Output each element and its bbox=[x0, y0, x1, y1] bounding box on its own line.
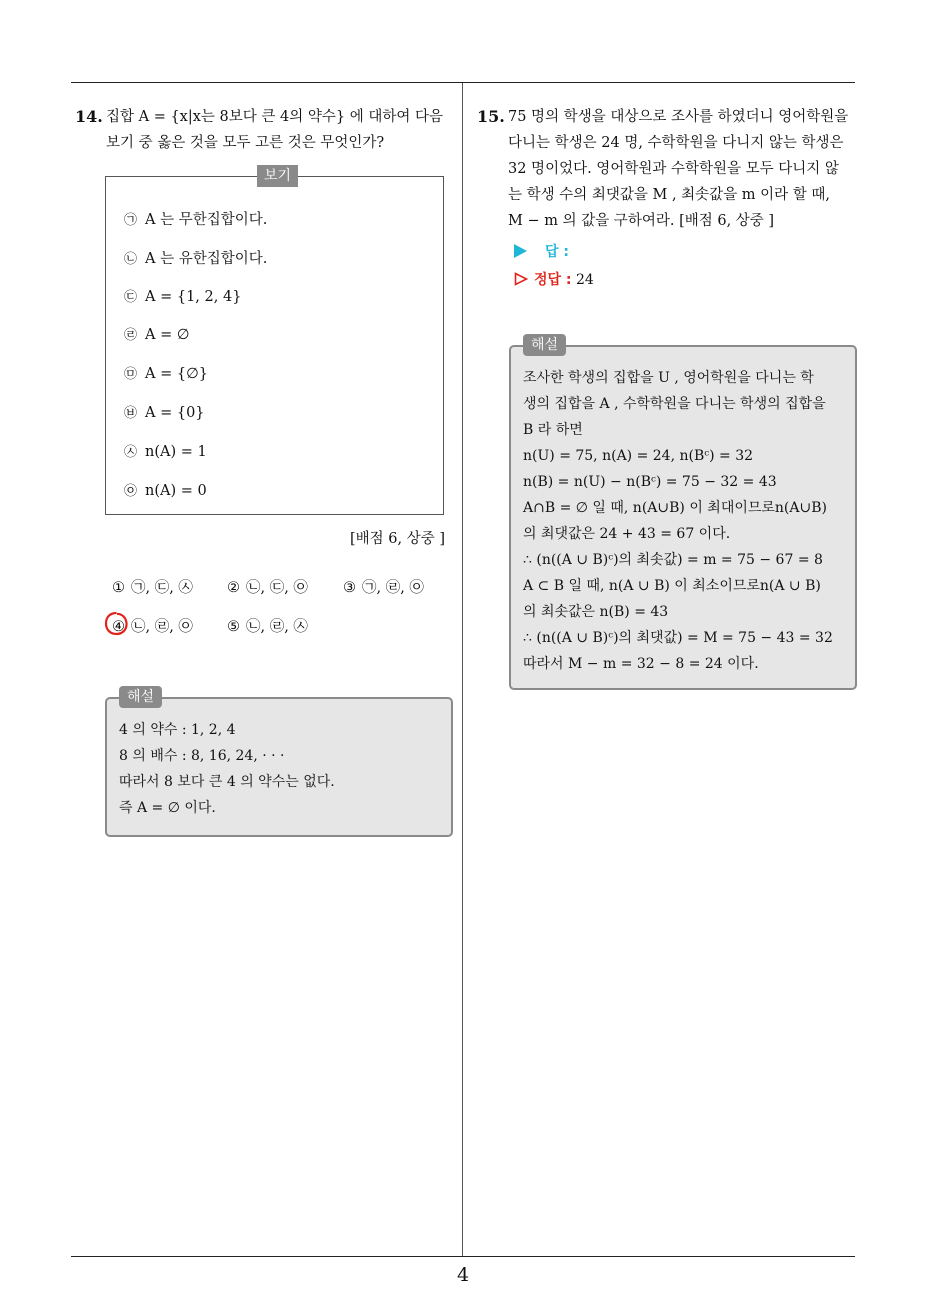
question-14 bbox=[75, 104, 455, 156]
bogi-item: ㉤ A = {∅} bbox=[124, 366, 208, 382]
bogi-item: ㉣ A = ∅ bbox=[124, 327, 190, 343]
solution-line: 의 최솟값은 n(B) = 43 bbox=[523, 604, 669, 620]
question-line: 다니는 학생은 24 명, 수학학원을 다니지 않는 학생은 bbox=[508, 135, 844, 151]
answer-label: 답 : bbox=[545, 244, 569, 260]
question-number: 15. bbox=[477, 107, 505, 126]
answer-row bbox=[514, 241, 569, 261]
solution-line: 조사한 학생의 집합을 U , 영어학원을 다니는 학 bbox=[523, 370, 814, 386]
solution-line: 따라서 8 보다 큰 4 의 약수는 없다. bbox=[119, 774, 335, 790]
solution-line: A∩B = ∅ 일 때, n(A∪B) 이 최대이므로n(A∪B) bbox=[523, 500, 827, 516]
choice-3[interactable]: ③ ㉠, ㉣, ㉧ bbox=[343, 580, 424, 596]
solution-line: 즉 A = ∅ 이다. bbox=[119, 800, 216, 816]
selected-answer-circle-icon bbox=[104, 611, 129, 636]
filled-triangle-icon bbox=[514, 244, 527, 258]
solution-box-15 bbox=[509, 337, 857, 690]
bogi-item: ㉥ A = {0} bbox=[124, 405, 205, 421]
bogi-box bbox=[105, 168, 444, 515]
correct-answer-row bbox=[514, 269, 594, 289]
solution-body bbox=[119, 717, 335, 821]
question-line: M − m 의 값을 구하여라. [배점 6, 상중 ] bbox=[508, 213, 775, 229]
question-line: 75 명의 학생을 대상으로 조사를 하였더니 영어학원을 bbox=[508, 109, 849, 125]
solution-body bbox=[523, 365, 833, 677]
correct-answer-label: 정답 : bbox=[534, 272, 572, 288]
bogi-item: ㉧ n(A) = 0 bbox=[124, 483, 207, 499]
score-label: [배점 6, 상중 ] bbox=[679, 213, 775, 229]
bogi-item: ㉡ A 는 유한집합이다. bbox=[124, 251, 268, 267]
question-number: 14. bbox=[75, 107, 103, 126]
question-line: 32 명이었다. 영어학원과 수학학원을 모두 다니지 않 bbox=[508, 161, 839, 177]
question-line: 집합 A = {x|x는 8보다 큰 4의 약수} 에 대하여 다음 bbox=[106, 109, 443, 125]
question-text bbox=[75, 104, 455, 156]
bogi-item: ㉢ A = {1, 2, 4} bbox=[124, 289, 242, 305]
solution-line: 따라서 M − m = 32 − 8 = 24 이다. bbox=[523, 656, 759, 672]
solution-line: ∴ (n((A ∪ B)ᶜ)의 최댓값) = M = 75 − 43 = 32 bbox=[523, 630, 833, 646]
solution-box-14 bbox=[105, 689, 453, 837]
question-line: 보기 중 옳은 것을 모두 고른 것은 무엇인가? bbox=[106, 135, 385, 151]
question-15 bbox=[477, 104, 861, 234]
page-number: 4 bbox=[456, 1264, 470, 1286]
top-rule bbox=[71, 82, 855, 83]
column-divider bbox=[462, 83, 463, 1256]
bogi-item: ㉠ A 는 무한집합이다. bbox=[124, 212, 268, 228]
score-label: [배점 6, 상중 ] bbox=[350, 531, 446, 547]
bogi-item: ㉦ n(A) = 1 bbox=[124, 444, 207, 460]
correct-answer-value: 24 bbox=[575, 272, 594, 288]
solution-line: ∴ (n((A ∪ B)ᶜ)의 최솟값) = m = 75 − 67 = 8 bbox=[523, 552, 823, 568]
solution-line: n(B) = n(U) − n(Bᶜ) = 75 − 32 = 43 bbox=[523, 474, 777, 490]
choice-5[interactable]: ⑤ ㉡, ㉣, ㉦ bbox=[227, 619, 308, 635]
solution-line: 8 의 배수 : 8, 16, 24, · · · bbox=[119, 748, 285, 764]
solution-line: 생의 집합을 A , 수학학원을 다니는 학생의 집합을 bbox=[523, 396, 826, 412]
bogi-title: 보기 bbox=[257, 165, 298, 187]
choice-1[interactable]: ① ㉠, ㉢, ㉦ bbox=[112, 580, 193, 596]
solution-title: 해설 bbox=[119, 686, 162, 708]
question-line: 는 학생 수의 최댓값을 M , 최솟값을 m 이라 할 때, bbox=[508, 187, 831, 203]
solution-line: B 라 하면 bbox=[523, 422, 583, 438]
solution-line: A ⊂ B 일 때, n(A ∪ B) 이 최소이므로n(A ∪ B) bbox=[523, 578, 821, 594]
outline-triangle-icon bbox=[514, 272, 528, 286]
question-text bbox=[477, 104, 861, 234]
choice-4[interactable]: ④ ㉡, ㉣, ㉧ bbox=[112, 615, 193, 636]
solution-line: 의 최댓값은 24 + 43 = 67 이다. bbox=[523, 526, 731, 542]
choice-2[interactable]: ② ㉡, ㉢, ㉧ bbox=[227, 580, 308, 596]
bottom-rule bbox=[71, 1256, 855, 1257]
solution-title: 해설 bbox=[523, 334, 566, 356]
solution-line: n(U) = 75, n(A) = 24, n(Bᶜ) = 32 bbox=[523, 448, 754, 464]
solution-line: 4 의 약수 : 1, 2, 4 bbox=[119, 722, 236, 738]
